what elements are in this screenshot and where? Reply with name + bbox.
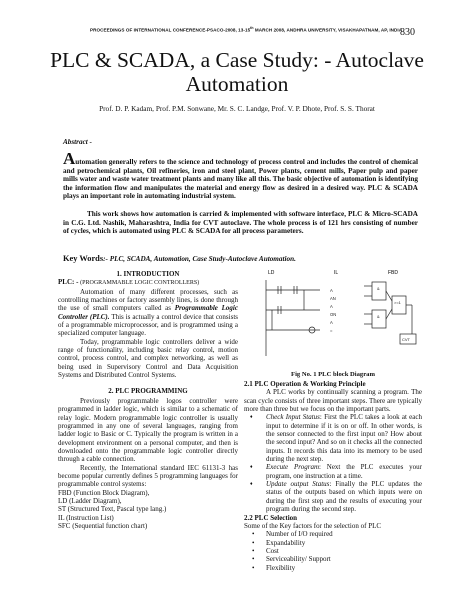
section-heading-introduction: 1. INTRODUCTION [116,270,180,278]
ld-label: LD [268,270,275,276]
header-text-end: MARCH 2008, ANDHRA UNIVERSITY, VISAKHAPATNAM, AP, INDIA [253,27,403,33]
section-heading-plc-programming: 2. PLC PROGRAMMING [108,387,188,396]
abstract-paragraph-2: This work shows how automation is carried & implemented with software interface, PLC & Micro-SCADA in C.G. Ltd. Nashik, Maharashtra, India for CVT autoclave. The whole process is of 121 hrs consisting of number of cycles, which is automated using PLC & SCADA for all process parameters. [63,210,418,236]
programming-paragraph-2: Recently, the International standard IEC 61131-3 has become popular currently defines 5 programming languages for programmable control systems: [58,463,238,489]
language-item: IL (Instruction List) [58,513,114,522]
abstract-paragraph-1 [63,149,418,201]
fbd-block-label: & [377,286,380,291]
keywords-label: Key Words [63,254,104,263]
right-column [244,380,422,572]
scan-step [244,480,422,513]
section-heading-selection: 2.2 PLC Selection [244,513,298,522]
language-item: LD (Ladder Diagram), [58,496,122,505]
left-column [58,270,238,530]
scan-step-text: : First the PLC takes a look at each input to determine if it is on or off. In other words, is the sensor connected to the first input on? How about the second input? And so on it checks all the connected inputs. It records this data into its memory to be used during the next step. [266,413,422,464]
intro-p1-start: Automation of many different processes, such as controlling machines or factory assembly lines, is done through the use of small computers called as [58,287,238,313]
abstract-text-1: utomation generally refers to the science and technology of process control and includes the control of chemical and petrochemical plants, Oil refineries, iron and steel plant, Power plants, cement mills, Paper pulp and paper mills water and waste water treatment plants and many like all this. The basic objective of automation is identifying the information flow and manipulates the material and energy flow as desired in a desired way. PLC & SCADA plays an important role in automating industrial system. [63,158,418,201]
scan-step-text: : Finally the PLC updates the status of the outputs based on which inputs were on during the first step and the results of executing your program during the second step. [266,480,422,514]
intro-paragraph-1 [58,288,238,338]
il-label: IL [334,270,339,276]
page-number: 830 [400,27,415,38]
selection-paragraph: Some of the Key factors for the selection of PLC [244,521,382,530]
intro-paragraph-2: Today, programmable logic controllers deliver a wide range of functionality, including basic relay control, motion control, process control, and complex networking, as well as being used in Supervisory Control and Data Acquisition Systems and Distributed Control Systems. [58,337,238,380]
il-line: A [330,320,333,325]
intro-p1-end: This is actually a control device that consists of a programmable microprocessor, and is programmed using a specialized computer language. [58,312,238,338]
scan-steps-list [244,413,422,513]
selection-factor: • Serviceability/ Support [244,555,422,563]
instruction-list [330,288,336,333]
language-item: SFC (Sequential function chart) [58,521,148,530]
il-line: A [330,304,333,309]
selection-factors-list [244,530,422,572]
selection-factor: • Expandability [244,539,422,547]
selection-factor: • Flexibility [244,564,422,572]
header-superscript: th [250,26,254,30]
fbd-block-label: CVT [402,337,410,342]
language-item: FBD (Function Block Diagram), [58,488,150,497]
selection-factor: • Number of I/O required [244,530,422,538]
keywords-text: :- PLC, SCADA, Automation, Case Study-Autoclave Automation. [103,255,296,263]
scan-step-text: : Next the PLC executes your program, one instruction at a time. [266,463,422,480]
il-line: AN [330,296,336,301]
ladder-diagram [266,280,320,356]
keywords [63,254,418,263]
paper-title-line2: Automation [185,72,289,96]
header-text-start: PROCEEDINGS OF INTERNATIONAL CONFERENCE-PSACO-2008, 13-15 [90,27,251,33]
scan-step [244,413,422,463]
fbd-block-label: & [377,314,380,319]
il-line: = [330,328,333,333]
plc-label: PLC: - [58,278,79,287]
figure-caption: Fig No. 1 PLC block Diagram [291,371,375,378]
author-list: Prof. D. P. Kadam, Prof. P.M. Sonwane, Mr. S. C. Landge, Prof. V. P. Dhote, Prof. S. S. Thorat [99,104,375,113]
paper-title-line1: PLC & SCADA, a Case Study: - Autoclave [50,48,424,72]
scan-step-label: Check Input Status [266,413,320,422]
scan-step [244,463,422,480]
abstract-label: Abstract - [63,138,92,146]
scan-step-label: Update output Status [266,480,330,489]
plc-definition-line [58,278,238,287]
section-heading-operation: 2.1 PLC Operation & Working Principle [244,380,366,388]
function-block-diagram [364,282,416,344]
language-item: ST (Structured Text, Pascal type lang.) [58,505,167,514]
fbd-block-label: >=1 [394,300,401,305]
selection-factor: • Cost [244,547,422,555]
operation-paragraph: A PLC works by continually scanning a program. The scan cycle consists of three important steps. There are typically more than three but we focus on the important parts. [244,388,422,414]
il-line: A [330,288,333,293]
scan-step-label: Execute Program [266,463,319,472]
abstract-dropcap: A [63,149,76,168]
plc-block-diagram [260,266,420,366]
fbd-label: FBD [388,270,398,276]
running-header [90,26,402,33]
plc-expansion: (PROGRAMMABLE LOGIC CONTROLLERS) [80,280,200,287]
intro-p1-term: Programmable Logic Controller (PLC). [58,304,238,321]
il-line: ON [330,312,337,317]
programming-paragraph-1: Previously programmable logos controller were programmed in ladder logic, which is similar to a schematic of relay logic. Modern programmable logic controller is usually programmed in any one of several languages, ranging from ladder logic to Basic or C. Typically the program is written in a development environment on a personal computer, and then is downloaded onto the programmable logic controller directly through a cable connection. [58,396,238,464]
